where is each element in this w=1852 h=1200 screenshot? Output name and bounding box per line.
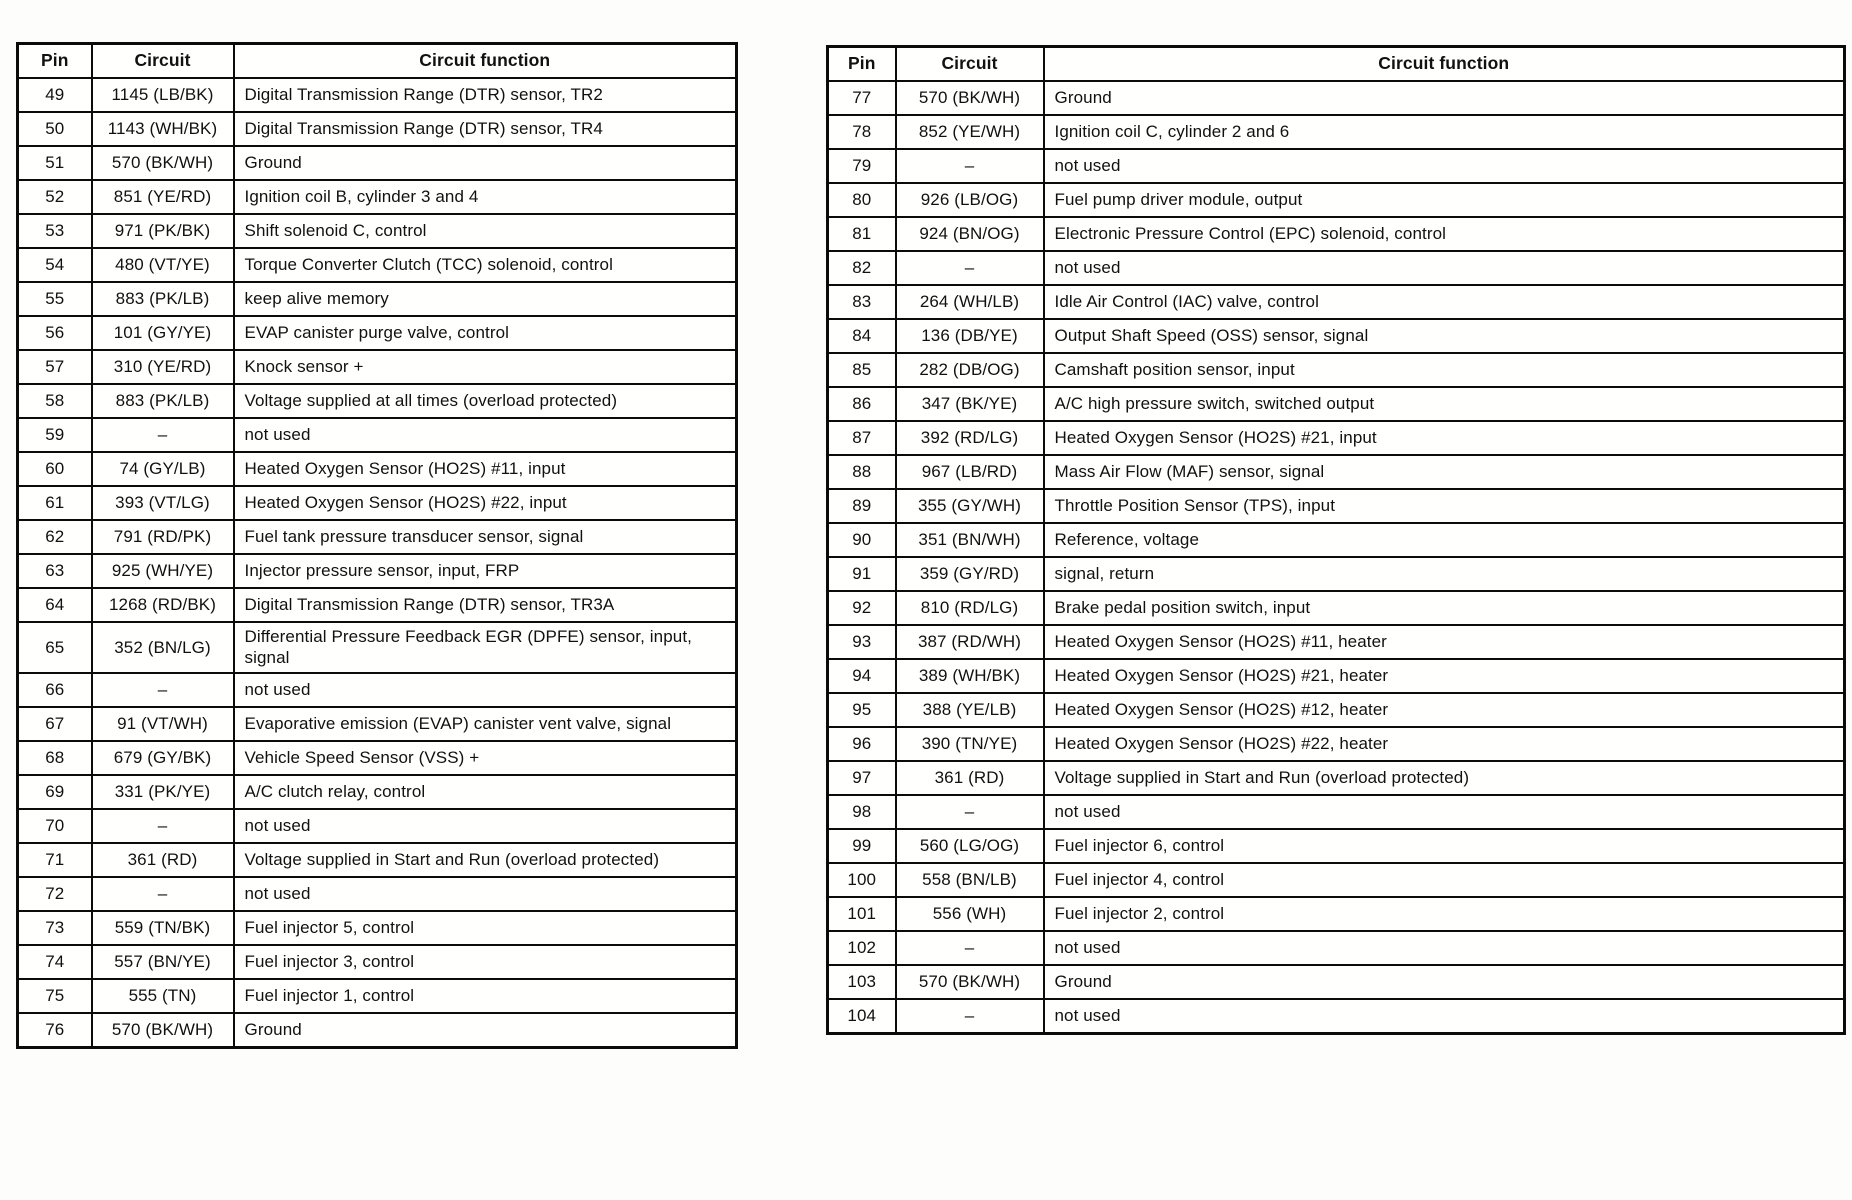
pin-cell: 52 [18, 180, 92, 214]
function-cell: Heated Oxygen Sensor (HO2S) #12, heater [1044, 693, 1845, 727]
table-row [18, 622, 737, 673]
circuit-cell: 136 (DB/YE) [896, 319, 1044, 353]
circuit-cell: 390 (TN/YE) [896, 727, 1044, 761]
table-row [18, 911, 737, 945]
table-row [828, 217, 1845, 251]
pin-cell: 87 [828, 421, 896, 455]
circuit-cell: 883 (PK/LB) [92, 282, 234, 316]
pin-cell: 63 [18, 554, 92, 588]
table-row [828, 965, 1845, 999]
function-cell: Heated Oxygen Sensor (HO2S) #21, heater [1044, 659, 1845, 693]
pin-cell: 74 [18, 945, 92, 979]
circuit-cell: 924 (BN/OG) [896, 217, 1044, 251]
circuit-cell: 331 (PK/YE) [92, 775, 234, 809]
column-header: Circuit [896, 47, 1044, 82]
circuit-cell: 347 (BK/YE) [896, 387, 1044, 421]
function-cell: Shift solenoid C, control [234, 214, 737, 248]
function-cell: Injector pressure sensor, input, FRP [234, 554, 737, 588]
pin-cell: 57 [18, 350, 92, 384]
pin-cell: 50 [18, 112, 92, 146]
circuit-cell: 1268 (RD/BK) [92, 588, 234, 622]
table-row [828, 931, 1845, 965]
pin-cell: 76 [18, 1013, 92, 1048]
pin-cell: 95 [828, 693, 896, 727]
pin-cell: 88 [828, 455, 896, 489]
function-cell: Camshaft position sensor, input [1044, 353, 1845, 387]
table-row [828, 727, 1845, 761]
function-cell: A/C clutch relay, control [234, 775, 737, 809]
pin-cell: 81 [828, 217, 896, 251]
table-row [18, 1013, 737, 1048]
table-row [828, 625, 1845, 659]
circuit-cell: 361 (RD) [92, 843, 234, 877]
pin-cell: 94 [828, 659, 896, 693]
pin-cell: 75 [18, 979, 92, 1013]
pin-cell: 69 [18, 775, 92, 809]
function-cell: Ground [1044, 965, 1845, 999]
circuit-cell: 355 (GY/WH) [896, 489, 1044, 523]
circuit-cell: 558 (BN/LB) [896, 863, 1044, 897]
table-row [18, 588, 737, 622]
circuit-cell: 351 (BN/WH) [896, 523, 1044, 557]
pin-cell: 92 [828, 591, 896, 625]
circuit-cell: 557 (BN/YE) [92, 945, 234, 979]
pin-cell: 70 [18, 809, 92, 843]
function-cell: Fuel pump driver module, output [1044, 183, 1845, 217]
table-row [828, 387, 1845, 421]
table-row [828, 795, 1845, 829]
pin-cell: 82 [828, 251, 896, 285]
pin-cell: 86 [828, 387, 896, 421]
table-row [18, 180, 737, 214]
circuit-cell: 480 (VT/YE) [92, 248, 234, 282]
circuit-cell: 310 (YE/RD) [92, 350, 234, 384]
pinout-table-pins-49-76 [16, 42, 738, 1049]
column-header: Circuit [92, 44, 234, 79]
pin-cell: 60 [18, 452, 92, 486]
circuit-cell: 926 (LB/OG) [896, 183, 1044, 217]
column-header: Pin [828, 47, 896, 82]
table-row [828, 285, 1845, 319]
circuit-cell: 883 (PK/LB) [92, 384, 234, 418]
table-row [18, 673, 737, 707]
column-header: Pin [18, 44, 92, 79]
function-cell: Torque Converter Clutch (TCC) solenoid, control [234, 248, 737, 282]
pin-cell: 79 [828, 149, 896, 183]
circuit-cell: 560 (LG/OG) [896, 829, 1044, 863]
circuit-cell: 570 (BK/WH) [92, 146, 234, 180]
function-cell: Fuel injector 4, control [1044, 863, 1845, 897]
function-cell: Fuel injector 2, control [1044, 897, 1845, 931]
circuit-cell: 852 (YE/WH) [896, 115, 1044, 149]
circuit-cell: 389 (WH/BK) [896, 659, 1044, 693]
circuit-cell: 925 (WH/YE) [92, 554, 234, 588]
function-cell: Evaporative emission (EVAP) canister vent valve, signal [234, 707, 737, 741]
function-cell: not used [1044, 931, 1845, 965]
circuit-cell: – [896, 149, 1044, 183]
circuit-cell: 264 (WH/LB) [896, 285, 1044, 319]
function-cell: Heated Oxygen Sensor (HO2S) #22, input [234, 486, 737, 520]
table-header-row [828, 47, 1845, 82]
pin-cell: 51 [18, 146, 92, 180]
pin-cell: 90 [828, 523, 896, 557]
table-row [18, 979, 737, 1013]
pin-cell: 55 [18, 282, 92, 316]
table-row [18, 316, 737, 350]
table-row [828, 897, 1845, 931]
table-row [18, 877, 737, 911]
function-cell: Heated Oxygen Sensor (HO2S) #11, heater [1044, 625, 1845, 659]
circuit-cell: 1143 (WH/BK) [92, 112, 234, 146]
circuit-cell: 810 (RD/LG) [896, 591, 1044, 625]
function-cell: Electronic Pressure Control (EPC) solenoid, control [1044, 217, 1845, 251]
circuit-cell: 282 (DB/OG) [896, 353, 1044, 387]
table-row [828, 659, 1845, 693]
table-row [18, 520, 737, 554]
circuit-cell: – [896, 795, 1044, 829]
function-cell: Fuel tank pressure transducer sensor, signal [234, 520, 737, 554]
circuit-cell: 1145 (LB/BK) [92, 78, 234, 112]
function-cell: Voltage supplied in Start and Run (overload protected) [234, 843, 737, 877]
function-cell: Fuel injector 6, control [1044, 829, 1845, 863]
table-row [828, 999, 1845, 1034]
circuit-cell: 851 (YE/RD) [92, 180, 234, 214]
circuit-cell: 967 (LB/RD) [896, 455, 1044, 489]
function-cell: Idle Air Control (IAC) valve, control [1044, 285, 1845, 319]
function-cell: Heated Oxygen Sensor (HO2S) #22, heater [1044, 727, 1845, 761]
circuit-cell: 971 (PK/BK) [92, 214, 234, 248]
table-row [18, 282, 737, 316]
table-row [828, 523, 1845, 557]
pinout-table-pins-77-104 [826, 45, 1846, 1035]
pin-cell: 66 [18, 673, 92, 707]
pin-cell: 61 [18, 486, 92, 520]
pin-cell: 68 [18, 741, 92, 775]
function-cell: not used [234, 809, 737, 843]
table-row [18, 418, 737, 452]
circuit-cell: – [92, 673, 234, 707]
circuit-cell: 101 (GY/YE) [92, 316, 234, 350]
table-row [828, 489, 1845, 523]
table-row [828, 115, 1845, 149]
pin-cell: 67 [18, 707, 92, 741]
pin-cell: 58 [18, 384, 92, 418]
function-cell: not used [1044, 251, 1845, 285]
circuit-cell: 74 (GY/LB) [92, 452, 234, 486]
circuit-cell: 559 (TN/BK) [92, 911, 234, 945]
function-cell: Ground [234, 1013, 737, 1048]
pin-cell: 65 [18, 622, 92, 673]
table-row [18, 843, 737, 877]
table-row [828, 251, 1845, 285]
table-row [18, 741, 737, 775]
pin-cell: 104 [828, 999, 896, 1034]
pin-cell: 72 [18, 877, 92, 911]
circuit-cell: 388 (YE/LB) [896, 693, 1044, 727]
function-cell: Digital Transmission Range (DTR) sensor, TR4 [234, 112, 737, 146]
function-cell: Voltage supplied at all times (overload protected) [234, 384, 737, 418]
function-cell: not used [234, 673, 737, 707]
function-cell: Mass Air Flow (MAF) sensor, signal [1044, 455, 1845, 489]
pin-cell: 97 [828, 761, 896, 795]
function-cell: Digital Transmission Range (DTR) sensor, TR2 [234, 78, 737, 112]
circuit-cell: 555 (TN) [92, 979, 234, 1013]
function-cell: EVAP canister purge valve, control [234, 316, 737, 350]
pin-cell: 54 [18, 248, 92, 282]
circuit-cell: 393 (VT/LG) [92, 486, 234, 520]
function-cell: Fuel injector 3, control [234, 945, 737, 979]
table-row [18, 248, 737, 282]
function-cell: not used [234, 877, 737, 911]
circuit-cell: – [92, 877, 234, 911]
function-cell: Heated Oxygen Sensor (HO2S) #11, input [234, 452, 737, 486]
pin-cell: 80 [828, 183, 896, 217]
pin-cell: 77 [828, 81, 896, 115]
function-cell: Voltage supplied in Start and Run (overload protected) [1044, 761, 1845, 795]
pin-cell: 93 [828, 625, 896, 659]
pin-cell: 100 [828, 863, 896, 897]
table-row [828, 829, 1845, 863]
pin-cell: 98 [828, 795, 896, 829]
pin-cell: 96 [828, 727, 896, 761]
function-cell: not used [1044, 149, 1845, 183]
function-cell: keep alive memory [234, 282, 737, 316]
function-cell: not used [234, 418, 737, 452]
table-row [828, 863, 1845, 897]
circuit-cell: 361 (RD) [896, 761, 1044, 795]
pin-cell: 78 [828, 115, 896, 149]
table-row [828, 693, 1845, 727]
function-cell: Digital Transmission Range (DTR) sensor, TR3A [234, 588, 737, 622]
table-row [828, 761, 1845, 795]
circuit-cell: 570 (BK/WH) [896, 81, 1044, 115]
table-row [828, 421, 1845, 455]
pin-cell: 49 [18, 78, 92, 112]
table-row [828, 149, 1845, 183]
function-cell: Ground [1044, 81, 1845, 115]
pin-cell: 62 [18, 520, 92, 554]
pin-cell: 85 [828, 353, 896, 387]
circuit-cell: 387 (RD/WH) [896, 625, 1044, 659]
circuit-cell: 352 (BN/LG) [92, 622, 234, 673]
circuit-cell: – [896, 931, 1044, 965]
pin-cell: 56 [18, 316, 92, 350]
table-row [18, 384, 737, 418]
table-row [828, 353, 1845, 387]
circuit-cell: 556 (WH) [896, 897, 1044, 931]
function-cell: Knock sensor + [234, 350, 737, 384]
table-row [18, 775, 737, 809]
circuit-cell: 392 (RD/LG) [896, 421, 1044, 455]
table-row [828, 81, 1845, 115]
function-cell: signal, return [1044, 557, 1845, 591]
pin-cell: 59 [18, 418, 92, 452]
pin-cell: 71 [18, 843, 92, 877]
table-row [828, 557, 1845, 591]
circuit-cell: – [896, 999, 1044, 1034]
function-cell: Brake pedal position switch, input [1044, 591, 1845, 625]
pin-cell: 102 [828, 931, 896, 965]
table-row [828, 319, 1845, 353]
table-row [18, 214, 737, 248]
pin-cell: 91 [828, 557, 896, 591]
function-cell: Reference, voltage [1044, 523, 1845, 557]
table-header-row [18, 44, 737, 79]
table-row [18, 486, 737, 520]
circuit-cell: 570 (BK/WH) [896, 965, 1044, 999]
pin-cell: 89 [828, 489, 896, 523]
pin-cell: 84 [828, 319, 896, 353]
function-cell: Ignition coil C, cylinder 2 and 6 [1044, 115, 1845, 149]
table-row [18, 112, 737, 146]
circuit-cell: 570 (BK/WH) [92, 1013, 234, 1048]
function-cell: Throttle Position Sensor (TPS), input [1044, 489, 1845, 523]
circuit-cell: – [92, 418, 234, 452]
circuit-cell: 91 (VT/WH) [92, 707, 234, 741]
function-cell: Fuel injector 1, control [234, 979, 737, 1013]
function-cell: Output Shaft Speed (OSS) sensor, signal [1044, 319, 1845, 353]
circuit-cell: – [92, 809, 234, 843]
function-cell: not used [1044, 999, 1845, 1034]
table-row [18, 350, 737, 384]
table-row [18, 452, 737, 486]
function-cell: A/C high pressure switch, switched output [1044, 387, 1845, 421]
function-cell: Ignition coil B, cylinder 3 and 4 [234, 180, 737, 214]
table-row [18, 945, 737, 979]
table-row [828, 183, 1845, 217]
pin-cell: 103 [828, 965, 896, 999]
function-cell: Fuel injector 5, control [234, 911, 737, 945]
circuit-cell: 791 (RD/PK) [92, 520, 234, 554]
function-cell: Vehicle Speed Sensor (VSS) + [234, 741, 737, 775]
function-cell: Differential Pressure Feedback EGR (DPFE) sensor, input, signal [234, 622, 737, 673]
pin-cell: 101 [828, 897, 896, 931]
pin-cell: 99 [828, 829, 896, 863]
table-row [18, 554, 737, 588]
function-cell: Heated Oxygen Sensor (HO2S) #21, input [1044, 421, 1845, 455]
table-row [828, 591, 1845, 625]
circuit-cell: 359 (GY/RD) [896, 557, 1044, 591]
table-row [18, 78, 737, 112]
column-header: Circuit function [1044, 47, 1845, 82]
pin-cell: 73 [18, 911, 92, 945]
column-header: Circuit function [234, 44, 737, 79]
table-row [828, 455, 1845, 489]
table-row [18, 707, 737, 741]
pin-cell: 64 [18, 588, 92, 622]
circuit-cell: 679 (GY/BK) [92, 741, 234, 775]
table-row [18, 809, 737, 843]
pin-cell: 53 [18, 214, 92, 248]
pin-cell: 83 [828, 285, 896, 319]
circuit-cell: – [896, 251, 1044, 285]
function-cell: not used [1044, 795, 1845, 829]
table-row [18, 146, 737, 180]
function-cell: Ground [234, 146, 737, 180]
